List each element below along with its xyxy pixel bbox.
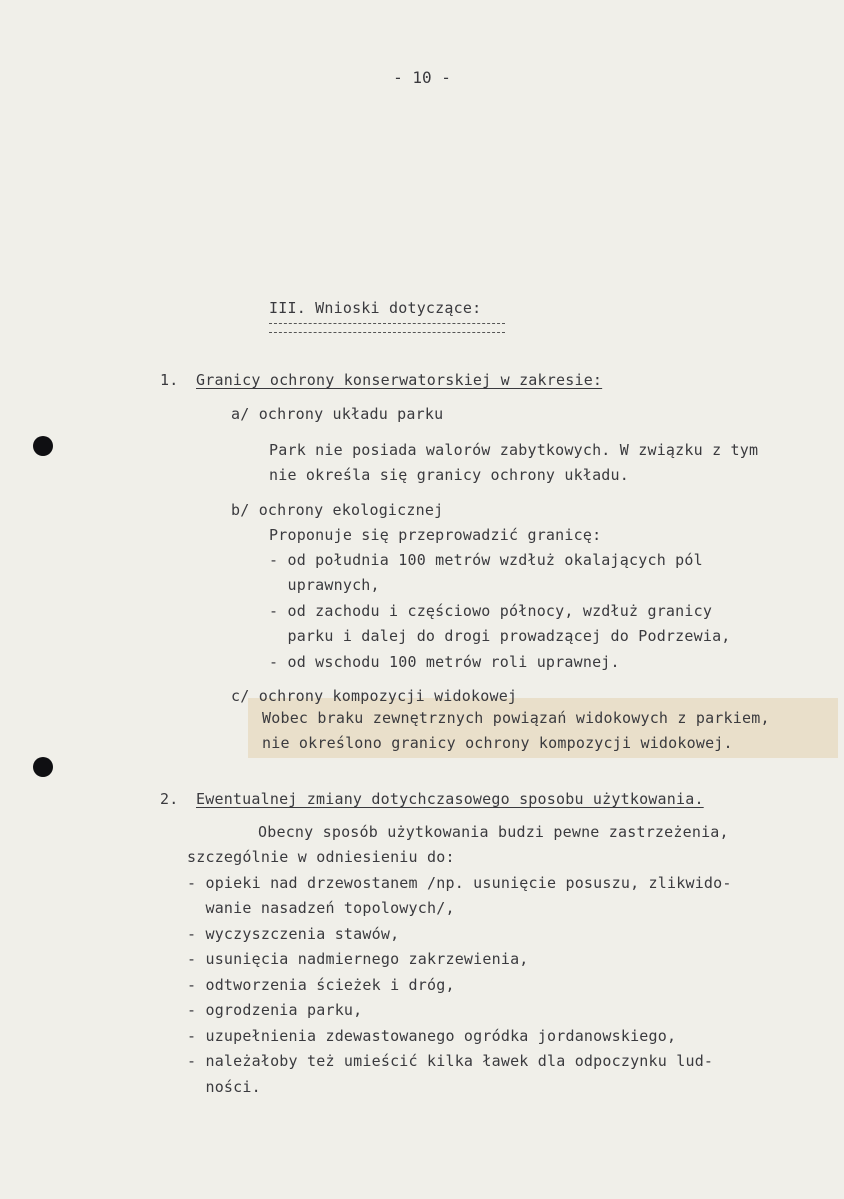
subsection-c-text-line: Wobec braku zewnętrznych powiązań widokowych z parkiem, xyxy=(262,709,770,727)
section-2-number: 2. xyxy=(160,790,179,808)
section-2-intro-line: Obecny sposób użytkowania budzi pewne zastrzeżenia, xyxy=(258,823,729,841)
subsection-b-list-line: - od południa 100 metrów wzdłuż okalających pól xyxy=(269,551,703,569)
subsection-b-list-line: uprawnych, xyxy=(269,576,380,594)
subsection-b-list-line: - od zachodu i częściowo północy, wzdłuż granicy xyxy=(269,602,713,620)
section-2-list-line: ności. xyxy=(187,1078,261,1096)
section-2-list-line: wanie nasadzeń topolowych/, xyxy=(187,899,455,917)
subsection-a-text-line: nie określa się granicy ochrony układu. xyxy=(269,466,629,484)
punch-hole xyxy=(33,436,53,456)
subsection-b-label: b/ ochrony ekologicznej xyxy=(231,501,444,519)
section-2-title: Ewentualnej zmiany dotychczasowego sposobu użytkowania. xyxy=(196,790,704,808)
section-2-list-line: - należałoby też umieścić kilka ławek dla odpoczynku lud- xyxy=(187,1052,714,1070)
section-2-intro-line: szczególnie w odniesieniu do: xyxy=(187,848,455,866)
section-1-title: Granicy ochrony konserwatorskiej w zakresie: xyxy=(196,371,603,389)
subsection-b-intro: Proponuje się przeprowadzić granicę: xyxy=(269,526,602,544)
section-heading: III. Wnioski dotyczące: xyxy=(269,299,482,317)
subsection-c-text-line: nie określono granicy ochrony kompozycji widokowej. xyxy=(262,734,733,752)
heading-double-underline xyxy=(269,323,505,333)
page-number: - 10 - xyxy=(393,68,451,87)
subsection-a-label: a/ ochrony układu parku xyxy=(231,405,444,423)
subsection-b-list-line: - od wschodu 100 metrów roli uprawnej. xyxy=(269,653,620,671)
subsection-a-text-line: Park nie posiada walorów zabytkowych. W związku z tym xyxy=(269,441,759,459)
section-2-list-line: - uzupełnienia zdewastowanego ogródka jordanowskiego, xyxy=(187,1027,677,1045)
section-2-list-line: - ogrodzenia parku, xyxy=(187,1001,363,1019)
punch-hole xyxy=(33,757,53,777)
subsection-b-list-line: parku i dalej do drogi prowadzącej do Podrzewia, xyxy=(269,627,731,645)
section-2-list-line: - odtworzenia ścieżek i dróg, xyxy=(187,976,455,994)
section-2-list-line: - usunięcia nadmiernego zakrzewienia, xyxy=(187,950,529,968)
section-2-list-line: - opieki nad drzewostanem /np. usunięcie posuszu, zlikwido- xyxy=(187,874,732,892)
subsection-c-label: c/ ochrony kompozycji widokowej xyxy=(231,687,518,705)
section-2-list-line: - wyczyszczenia stawów, xyxy=(187,925,400,943)
section-1-number: 1. xyxy=(160,371,179,389)
